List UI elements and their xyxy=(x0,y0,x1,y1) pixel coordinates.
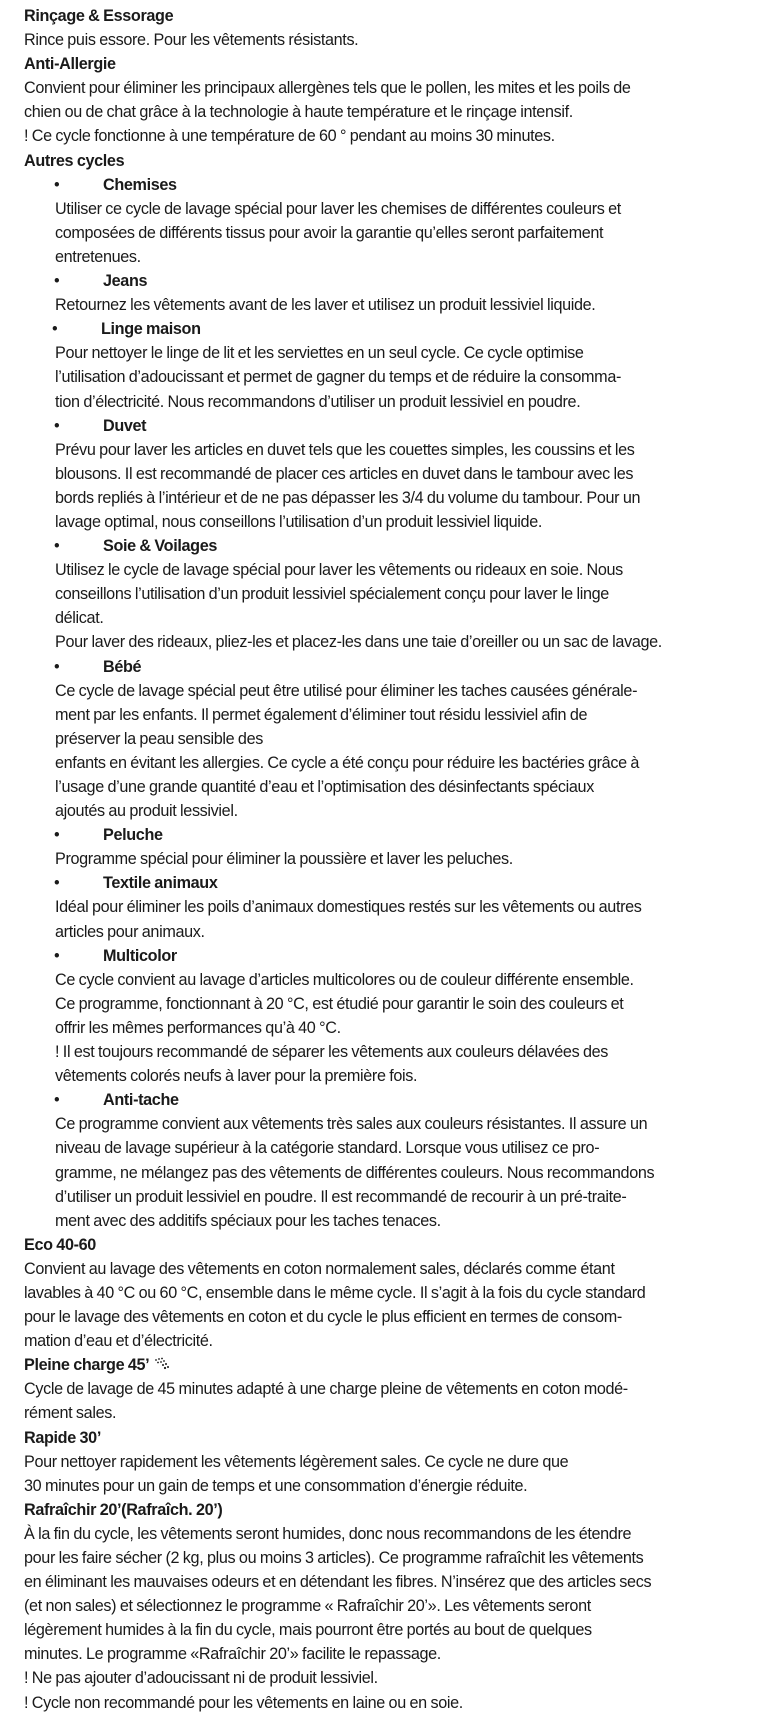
paragraph-line: Programme spécial pour éliminer la poussière et laver les peluches. xyxy=(55,850,513,869)
paragraph-line: offrir les mêmes performances qu’à 40 °C. xyxy=(55,1018,341,1037)
section-rafraichir-20 xyxy=(24,1498,764,1715)
paragraph-line: minutes. Le programme «Rafraîchir 20’» facilite le repassage. xyxy=(24,1645,441,1664)
paragraph-line: vêtements colorés neufs à laver pour la première fois. xyxy=(55,1067,418,1086)
bullet-icon: • xyxy=(54,874,60,893)
section-autres-cycles xyxy=(24,149,764,1233)
warning-line: ! Ce cycle fonctionne à une température de 60 ° pendant au moins 30 minutes. xyxy=(24,127,555,146)
section-rincage xyxy=(24,4,764,52)
paragraph-line: entretenues. xyxy=(55,247,141,266)
bullet-icon: • xyxy=(54,416,60,435)
section-title: Autres cycles xyxy=(24,151,125,170)
paragraph-line: Retournez les vêtements avant de les laver et utilisez un produit lessiviel liquide. xyxy=(55,296,596,315)
section-eco-40-60 xyxy=(24,1233,764,1353)
paragraph-line: chien ou de chat grâce à la technologie à haute température et le rinçage intensif. xyxy=(24,103,573,122)
paragraph-line: Prévu pour laver les articles en duvet tels que les couettes simples, les coussins et les xyxy=(55,440,635,459)
bullet-label: Jeans xyxy=(103,272,148,291)
paragraph-line: Rince puis essore. Pour les vêtements résistants. xyxy=(24,31,359,50)
warning-line: ! Il est toujours recommandé de séparer les vêtements aux couleurs délavées des xyxy=(55,1043,609,1062)
warning-line: ! Cycle non recommandé pour les vêtements en laine ou en soie. xyxy=(24,1693,463,1712)
paragraph-line: ment avec des additifs spéciaux pour les taches tenaces. xyxy=(55,1211,441,1230)
paragraph-line: 30 minutes pour un gain de temps et une consommation d’énergie réduite. xyxy=(24,1476,528,1495)
section-rapide-30 xyxy=(24,1426,764,1498)
paragraph-line: Pour laver des rideaux, pliez-les et placez-les dans une taie d’oreiller ou un sac de lavage. xyxy=(55,633,662,652)
paragraph-line: Utilisez le cycle de lavage spécial pour laver les vêtements ou rideaux en soie. Nous xyxy=(55,561,623,580)
bullet-item-textile-animaux xyxy=(24,871,764,895)
paragraph-line: Ce cycle convient au lavage d’articles multicolores ou de couleur différente ensemble. xyxy=(55,970,634,989)
bullet-item-chemises xyxy=(24,173,764,197)
bullet-label: Soie & Voilages xyxy=(103,537,217,556)
section-title: Rafraîchir 20’(Rafraîch. 20’) xyxy=(24,1500,223,1519)
bullet-item-peluche xyxy=(24,823,764,847)
paragraph-line: en éliminant les mauvaises odeurs et en détendant les fibres. N’insérez que des articles secs xyxy=(24,1573,652,1592)
paragraph-line: mation d’eau et d’électricité. xyxy=(24,1332,213,1351)
paragraph-line: d’utiliser un produit lessiviel en poudre. Il est recommandé de recourir à un pré-traite- xyxy=(55,1187,627,1206)
paragraph-line: délicat. xyxy=(55,609,104,628)
bullet-icon: • xyxy=(54,657,60,676)
bullet-icon: • xyxy=(54,537,60,556)
bullet-item-jeans xyxy=(24,269,764,293)
paragraph-line: Pour nettoyer le linge de lit et les serviettes en un seul cycle. Ce cycle optimise xyxy=(55,344,584,363)
section-title: Pleine charge 45’ xyxy=(24,1356,150,1375)
bullet-label: Anti-tache xyxy=(103,1091,179,1110)
paragraph-line: Idéal pour éliminer les poils d’animaux domestiques restés sur les vêtements ou autres xyxy=(55,898,642,917)
paragraph-line: lavage optimal, nous conseillons l’utilisation d’un produit lessiviel liquide. xyxy=(55,512,542,531)
paragraph-line: Ce programme convient aux vêtements très sales aux couleurs résistantes. Il assure un xyxy=(55,1115,648,1134)
paragraph-line: tion d’électricité. Nous recommandons d’utiliser un produit lessiviel en poudre. xyxy=(55,392,581,411)
paragraph-line: pour le lavage des vêtements en coton et du cycle le plus efficient en termes de consom- xyxy=(24,1308,622,1327)
bullet-icon: • xyxy=(54,1091,60,1110)
paragraph-line: niveau de lavage supérieur à la catégorie standard. Lorsque vous utilisez ce pro- xyxy=(55,1139,600,1158)
bullet-label: Bébé xyxy=(103,657,142,676)
bullet-label: Multicolor xyxy=(103,946,177,965)
paragraph-line: préserver la peau sensible des xyxy=(55,729,263,748)
paragraph-line: Pour nettoyer rapidement les vêtements légèrement sales. Ce cycle ne dure que xyxy=(24,1452,569,1471)
paragraph-line: articles pour animaux. xyxy=(55,922,205,941)
bullet-label: Linge maison xyxy=(101,320,201,339)
bullet-label: Peluche xyxy=(103,826,163,845)
paragraph-line: Convient au lavage des vêtements en coton normalement sales, déclarés comme étant xyxy=(24,1259,615,1278)
section-pleine-charge xyxy=(24,1353,764,1425)
paragraph-line: Cycle de lavage de 45 minutes adapté à une charge pleine de vêtements en coton modé- xyxy=(24,1380,628,1399)
bullet-item-soie-voilages xyxy=(24,534,764,558)
bullet-icon: • xyxy=(54,175,60,194)
bullet-icon: • xyxy=(54,826,60,845)
paragraph-line: ment par les enfants. Il permet également d’éliminer tout résidu lessiviel afin de xyxy=(55,705,588,724)
bullet-label: Textile animaux xyxy=(103,874,218,893)
paragraph-line: l’usage d’une grande quantité d’eau et l’optimisation des désinfectants spéciaux xyxy=(55,778,594,796)
paragraph-line: blousons. Il est recommandé de placer ces articles en duvet dans le tambour avec les xyxy=(55,464,634,483)
section-anti-allergie xyxy=(24,52,764,148)
paragraph-line: composées de différents tissus pour avoir la garantie qu’elles seront parfaitement xyxy=(55,223,604,242)
bullet-item-multicolor xyxy=(24,944,764,968)
section-title: Anti-Allergie xyxy=(24,55,116,74)
bullet-icon: • xyxy=(54,946,60,965)
section-title: Rinçage & Essorage xyxy=(24,7,174,25)
paragraph-line: Utiliser ce cycle de lavage spécial pour laver les chemises de différentes couleurs et xyxy=(55,199,621,218)
warning-line: ! Ne pas ajouter d’adoucissant ni de produit lessiviel. xyxy=(24,1669,378,1688)
paragraph-line: ajoutés au produit lessiviel. xyxy=(55,802,238,821)
paragraph-line: À la fin du cycle, les vêtements seront humides, donc nous recommandons de les étendre xyxy=(24,1524,632,1543)
bullet-icon: • xyxy=(52,320,58,339)
paragraph-line: Convient pour éliminer les principaux allergènes tels que le pollen, les mites et les poils de xyxy=(24,79,631,98)
paragraph-line: gramme, ne mélangez pas des vêtements de différentes couleurs. Nous recommandons xyxy=(55,1163,655,1182)
paragraph-line: (et non sales) et sélectionnez le programme « Rafraîchir 20’». Les vêtements seront xyxy=(24,1597,591,1616)
bullet-item-anti-tache xyxy=(24,1088,764,1112)
paragraph-line: l’utilisation d’adoucissant et permet de gagner du temps et de réduire la consomma- xyxy=(55,368,622,387)
paragraph-line: conseillons l’utilisation d’un produit lessiviel spécialement conçu pour laver le linge xyxy=(55,585,609,604)
paragraph-line: rément sales. xyxy=(24,1404,117,1423)
bullet-label: Duvet xyxy=(103,416,147,435)
bullet-icon: • xyxy=(54,272,60,291)
bullet-item-linge-maison xyxy=(24,317,764,341)
section-title: Rapide 30’ xyxy=(24,1428,101,1447)
section-title: Eco 40-60 xyxy=(24,1235,96,1254)
paragraph-line: pour les faire sécher (2 kg, plus ou moins 3 articles). Ce programme rafraîchit les vêtements xyxy=(24,1549,644,1567)
paragraph-line: bords repliés à l’intérieur et de ne pas dépasser les 3/4 du volume du tambour. Pour un xyxy=(55,488,641,507)
bullet-item-bebe xyxy=(24,655,764,679)
bullet-label: Chemises xyxy=(103,175,177,194)
bullet-item-duvet xyxy=(24,414,764,438)
paragraph-line: Ce programme, fonctionnant à 20 °C, est étudié pour garantir le soin des couleurs et xyxy=(55,994,624,1013)
paragraph-line: lavables à 40 °C ou 60 °C, ensemble dans le même cycle. Il s’agit à la fois du cycle standard xyxy=(24,1283,646,1302)
paragraph-line: légèrement humides à la fin du cycle, mais pourront être portés au bout de quelques xyxy=(24,1621,592,1640)
section-title-row xyxy=(24,1353,764,1377)
paragraph-line: Ce cycle de lavage spécial peut être utilisé pour éliminer les taches causées générale- xyxy=(55,681,638,700)
paragraph-line: enfants en évitant les allergies. Ce cycle a été conçu pour réduire les bactéries grâce à xyxy=(55,753,640,772)
sparkle-icon xyxy=(153,1354,171,1368)
